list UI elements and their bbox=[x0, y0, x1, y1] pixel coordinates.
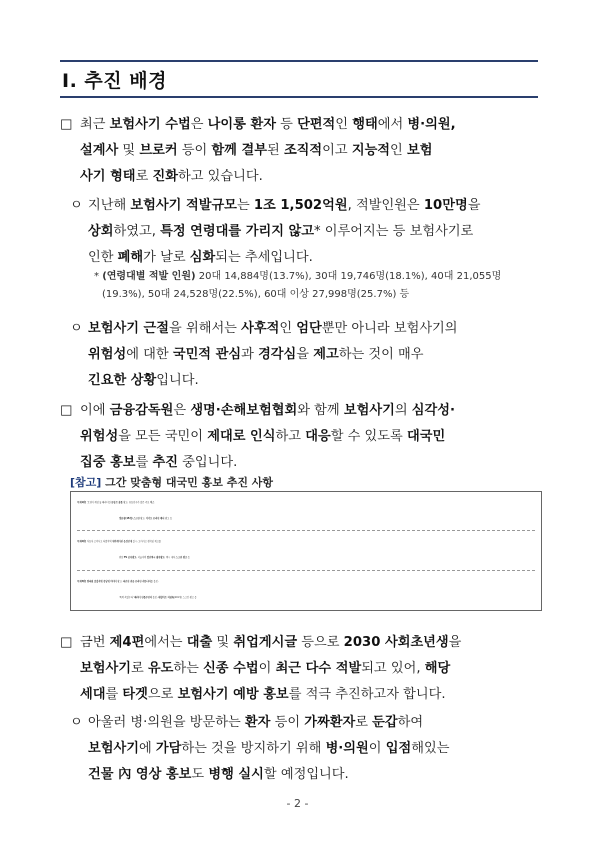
emphasis-text: 스크린 광고 bbox=[175, 556, 188, 559]
text-run: 된 bbox=[267, 143, 284, 158]
text-run: 도 bbox=[191, 767, 209, 782]
emphasis-text: 유튜브 숏폼 bbox=[111, 501, 123, 504]
text-run: 을 모든 국민이 bbox=[118, 429, 208, 444]
heading-top-rule bbox=[60, 60, 538, 62]
emphasis-text: 환자 bbox=[244, 715, 271, 730]
emphasis-text: 제대로 인식 bbox=[207, 429, 276, 444]
text-run: 인 bbox=[335, 117, 353, 132]
emphasis-text: 대응 bbox=[305, 429, 331, 444]
emphasis-text: 건물 內 영상 홍보 bbox=[88, 767, 192, 782]
text-run: 로 bbox=[130, 661, 148, 676]
emphasis-text: 심화 bbox=[189, 250, 216, 265]
emphasis-text: 브로커 bbox=[139, 143, 178, 158]
text-run: 등 bbox=[275, 117, 298, 132]
emphasis-text: 병행 실시 bbox=[208, 767, 264, 782]
paragraph-line bbox=[80, 682, 446, 708]
text-run: 으로 bbox=[147, 687, 178, 702]
paragraph-line bbox=[80, 630, 461, 656]
emphasis-text: 내비게이션 음성안내 bbox=[112, 540, 132, 543]
text-run: 를 bbox=[135, 455, 153, 470]
text-run: 광고, bbox=[139, 517, 146, 520]
text-run: 이 bbox=[258, 661, 276, 676]
paragraph-line bbox=[88, 368, 199, 394]
circle-bullet: ㅇ bbox=[70, 321, 83, 336]
text-run: 하는 것이 매우 bbox=[338, 347, 424, 362]
emphasis-text: 신종 수법 bbox=[203, 661, 259, 676]
reference-row bbox=[77, 495, 537, 527]
emphasis-text: 둔갑 bbox=[372, 715, 398, 730]
emphasis-text: 보험사기 적발규모 bbox=[130, 198, 237, 213]
text-run: 인 bbox=[279, 321, 297, 336]
paragraph-line bbox=[80, 138, 432, 164]
reference-tag: [참고] bbox=[70, 476, 102, 489]
text-run: 광고 등 bbox=[164, 517, 173, 520]
text-run: 최근 bbox=[80, 117, 110, 132]
text-run: 홍보, bbox=[151, 596, 159, 599]
paragraph-line bbox=[88, 219, 473, 245]
text-run: 와 함께 bbox=[297, 403, 344, 418]
text-run: 등 bbox=[187, 556, 190, 559]
emphasis-text: 타겟 bbox=[122, 687, 148, 702]
text-run: 되고 있어, bbox=[361, 661, 425, 676]
text-run: 하는 bbox=[173, 661, 204, 676]
footnote-line bbox=[94, 268, 501, 285]
paragraph-line bbox=[88, 762, 349, 788]
emphasis-text: 엄단 bbox=[296, 321, 322, 336]
emphasis-text: 1조 1,502억원 bbox=[253, 198, 348, 213]
paragraph-line bbox=[88, 193, 480, 219]
emphasis-text: 병의원 밀집지역 강남역 미디어 bbox=[86, 580, 117, 583]
reference-row-text bbox=[77, 590, 537, 606]
reference-heading bbox=[70, 474, 273, 490]
emphasis-text: 보험사기 근절 bbox=[88, 321, 170, 336]
text-run: 광고, 유동인구가 많은 주요 bbox=[122, 501, 151, 504]
emphasis-text: 상회 bbox=[88, 224, 114, 239]
emphasis-text: 법인택시 옆면광고 bbox=[146, 556, 165, 559]
text-run: , 적발인원은 bbox=[347, 198, 424, 213]
text-run: 을 bbox=[296, 347, 314, 362]
emphasis-text: 정류장(15개) 스크린 bbox=[119, 517, 140, 520]
emphasis-text: 보험사기 bbox=[88, 741, 139, 756]
emphasis-text: 설계사 bbox=[80, 143, 119, 158]
emphasis-text: 보험사기 수법 bbox=[109, 117, 191, 132]
emphasis-text: 가짜환자 bbox=[304, 715, 356, 730]
text-run: 과 bbox=[241, 347, 259, 362]
text-run: 에 대한 bbox=[126, 347, 173, 362]
text-run: 금번 bbox=[80, 635, 110, 650]
emphasis-text: 나이롱 환자 bbox=[207, 117, 276, 132]
text-run: 로 bbox=[135, 169, 153, 184]
text-run: 및 bbox=[212, 635, 234, 650]
text-run: * 이루어지는 등 보험사기로 bbox=[314, 224, 474, 239]
emphasis-text: 보험 bbox=[406, 143, 433, 158]
text-run: '폭싹 속았수다' bbox=[119, 596, 135, 599]
text-run: 하여 bbox=[397, 715, 424, 730]
emphasis-text: 집중 홍보 bbox=[80, 455, 136, 470]
reference-box bbox=[70, 491, 542, 611]
emphasis-text: 국민적 관심 bbox=[172, 347, 242, 362]
reference-row bbox=[77, 574, 537, 606]
emphasis-text: 제고 bbox=[313, 347, 339, 362]
emphasis-text: 가담 bbox=[155, 741, 182, 756]
square-bullet: □ bbox=[60, 635, 73, 650]
page-number: - 2 - bbox=[286, 797, 309, 810]
reference-divider bbox=[77, 530, 535, 531]
text-run: 아울러 병·의원을 방문하는 bbox=[88, 715, 245, 730]
text-run: 는 bbox=[236, 198, 254, 213]
paragraph-line bbox=[80, 398, 455, 424]
emphasis-text: TV 공익광고 bbox=[123, 556, 137, 559]
text-run: '오징어 게임'을 패러디한 bbox=[86, 501, 112, 504]
emphasis-text: 대국민 bbox=[406, 429, 446, 444]
emphasis-text: 입점 bbox=[385, 741, 412, 756]
emphasis-text: 버스 bbox=[150, 501, 155, 504]
emphasis-text: 보험사기 예방 홍보 bbox=[177, 687, 289, 702]
paragraph-line bbox=[88, 736, 449, 762]
paragraph-line bbox=[80, 112, 456, 138]
emphasis-text: 위험성 bbox=[80, 429, 119, 444]
text-run: 을 위해서는 bbox=[169, 321, 242, 336]
text-run: 은 bbox=[173, 403, 191, 418]
text-run: 및 bbox=[118, 143, 140, 158]
emphasis-text: 유도 bbox=[147, 661, 174, 676]
emphasis-text: 함께 결부 bbox=[211, 143, 267, 158]
heading-bottom-rule bbox=[60, 96, 538, 98]
emphasis-text: 심각성· bbox=[411, 403, 455, 418]
paragraph-line bbox=[80, 164, 263, 190]
emphasis-text: 금융감독원 bbox=[109, 403, 174, 418]
emphasis-text: 취업게시글 bbox=[233, 635, 298, 650]
emphasis-text: 의료인 전용 온라인 커뮤니티 bbox=[123, 580, 151, 583]
section-heading bbox=[60, 60, 538, 98]
emphasis-text: 위험성 bbox=[88, 347, 127, 362]
emphasis-text: 보험사기 bbox=[343, 403, 395, 418]
reference-divider bbox=[77, 570, 535, 571]
text-run: , 택시 내부 bbox=[164, 556, 176, 559]
text-run: 이에 bbox=[80, 403, 110, 418]
reference-row-text bbox=[86, 580, 158, 583]
emphasis-text: 사후적 bbox=[241, 321, 280, 336]
text-run: 등으로 bbox=[297, 635, 344, 650]
text-run: 입니다. bbox=[156, 373, 199, 388]
emphasis-text: 해당 bbox=[424, 661, 451, 676]
emphasis-text: 대형마트 지점內 bbox=[158, 596, 174, 599]
reference-row-text bbox=[77, 511, 537, 527]
text-run: 뿐만 아니라 보험사기의 bbox=[321, 321, 458, 336]
text-run: 인 bbox=[390, 143, 407, 158]
text-run: , 서울지역 bbox=[136, 556, 147, 559]
text-run: 등이 bbox=[270, 715, 305, 730]
text-run: 하였고, bbox=[113, 224, 161, 239]
section-title: Ⅰ. 추진 배경 bbox=[62, 70, 167, 92]
text-run: 중입니다. bbox=[177, 455, 238, 470]
emphasis-text: 2030 사회초년생 bbox=[343, 635, 449, 650]
square-bullet: □ bbox=[60, 403, 73, 418]
reference-row-text bbox=[86, 540, 161, 543]
emphasis-text: 특정 연령대를 가리지 않고 bbox=[160, 224, 314, 239]
reference-row-text bbox=[77, 550, 537, 566]
text-run: 가 날로 bbox=[143, 250, 190, 265]
paragraph-line bbox=[80, 656, 450, 682]
emphasis-text: 최근 다수 적발 bbox=[275, 661, 362, 676]
text-run: 등이 bbox=[177, 143, 212, 158]
emphasis-text: 지능적 bbox=[351, 143, 391, 158]
text-run: 하는 것을 방지하기 위해 bbox=[181, 741, 326, 756]
text-run: 하고 있습니다. bbox=[177, 169, 263, 184]
reference-row-text bbox=[86, 501, 154, 504]
text-run: * bbox=[94, 271, 103, 282]
paragraph-line bbox=[88, 316, 458, 342]
reference-row-label: •[제2편] bbox=[77, 540, 87, 543]
reference-row-label: •[제3편] bbox=[77, 580, 87, 583]
text-run: 20대 14,884명(13.7%), 30대 19,746명(18.1%), 40대 21,055명 bbox=[195, 271, 502, 282]
emphasis-text: 병·의원 bbox=[325, 741, 369, 756]
circle-bullet: ㅇ bbox=[70, 715, 83, 730]
emphasis-text: 10만명 bbox=[423, 198, 468, 213]
paragraph-line bbox=[80, 450, 237, 476]
reference-row-label: •[제1편] bbox=[77, 501, 87, 504]
paragraph-line bbox=[80, 424, 445, 450]
emphasis-text: 행태 bbox=[352, 117, 378, 132]
paragraph-line bbox=[88, 342, 424, 368]
text-run: 이 bbox=[368, 741, 386, 756]
text-run: 를 적극 추진하고자 합니다. bbox=[288, 687, 446, 702]
text-run: 을 bbox=[467, 198, 481, 213]
emphasis-text: 긴요한 상황 bbox=[88, 373, 157, 388]
text-run: 로 bbox=[355, 715, 373, 730]
emphasis-text: 추진 bbox=[152, 455, 178, 470]
emphasis-text: 폐해 bbox=[117, 250, 144, 265]
text-run: (101개) 스크린 광고 등 bbox=[173, 596, 197, 599]
emphasis-text: 제4편 bbox=[109, 635, 145, 650]
text-run: 은 bbox=[190, 117, 208, 132]
emphasis-text: 경각심 bbox=[258, 347, 297, 362]
text-run: 의 bbox=[394, 403, 412, 418]
footnote-line: (19.3%), 50대 24,528명(22.5%), 60대 이상 27,998명(25.7%) 등 bbox=[102, 289, 410, 300]
text-run: 할 수 있도록 bbox=[330, 429, 407, 444]
emphasis-text: 보험사기 bbox=[80, 661, 131, 676]
text-run: 에 bbox=[138, 741, 156, 756]
text-run: 를 bbox=[105, 687, 123, 702]
reference-title: 그간 맞춤형 대국민 홍보 추진 사항 bbox=[101, 476, 274, 489]
emphasis-text: 패러디 인플루언서 bbox=[134, 596, 152, 599]
text-run: 을 bbox=[448, 635, 462, 650]
text-run: 위한 bbox=[119, 556, 124, 559]
emphasis-text: 진화 bbox=[152, 169, 178, 184]
text-run: 되는 추세입니다. bbox=[215, 250, 313, 265]
text-run: 를 홍보, bbox=[150, 580, 159, 583]
emphasis-text: 조직적 bbox=[283, 143, 323, 158]
text-run: 하고 bbox=[275, 429, 306, 444]
emphasis-text: 단편적 bbox=[297, 117, 336, 132]
text-run: 광고, bbox=[116, 580, 123, 583]
text-run: 자동차 고의사고 다발지역 bbox=[86, 540, 113, 543]
circle-bullet: ㅇ bbox=[70, 198, 83, 213]
emphasis-text: 대출 bbox=[186, 635, 213, 650]
text-run: 지난해 bbox=[88, 198, 131, 213]
text-run: 실시, 고의사고 경각심 제고를 bbox=[131, 540, 161, 543]
emphasis-text: (연령대별 적발 인원) bbox=[102, 271, 196, 282]
emphasis-text: 세대 bbox=[80, 687, 106, 702]
emphasis-text: 카카오 온라인 배너 bbox=[145, 517, 165, 520]
text-run: 이고 bbox=[322, 143, 352, 158]
text-run: 에서 bbox=[377, 117, 408, 132]
emphasis-text: 생명·손해보험협회 bbox=[190, 403, 298, 418]
reference-row bbox=[77, 534, 537, 566]
text-run: 할 예정입니다. bbox=[263, 767, 349, 782]
square-bullet: □ bbox=[60, 117, 73, 132]
paragraph-line bbox=[88, 710, 423, 736]
emphasis-text: 병·의원, bbox=[407, 117, 456, 132]
emphasis-text: 사기 형태 bbox=[80, 169, 136, 184]
text-run: 해있는 bbox=[411, 741, 450, 756]
text-run: 에서는 bbox=[144, 635, 187, 650]
text-run: 인한 bbox=[88, 250, 118, 265]
